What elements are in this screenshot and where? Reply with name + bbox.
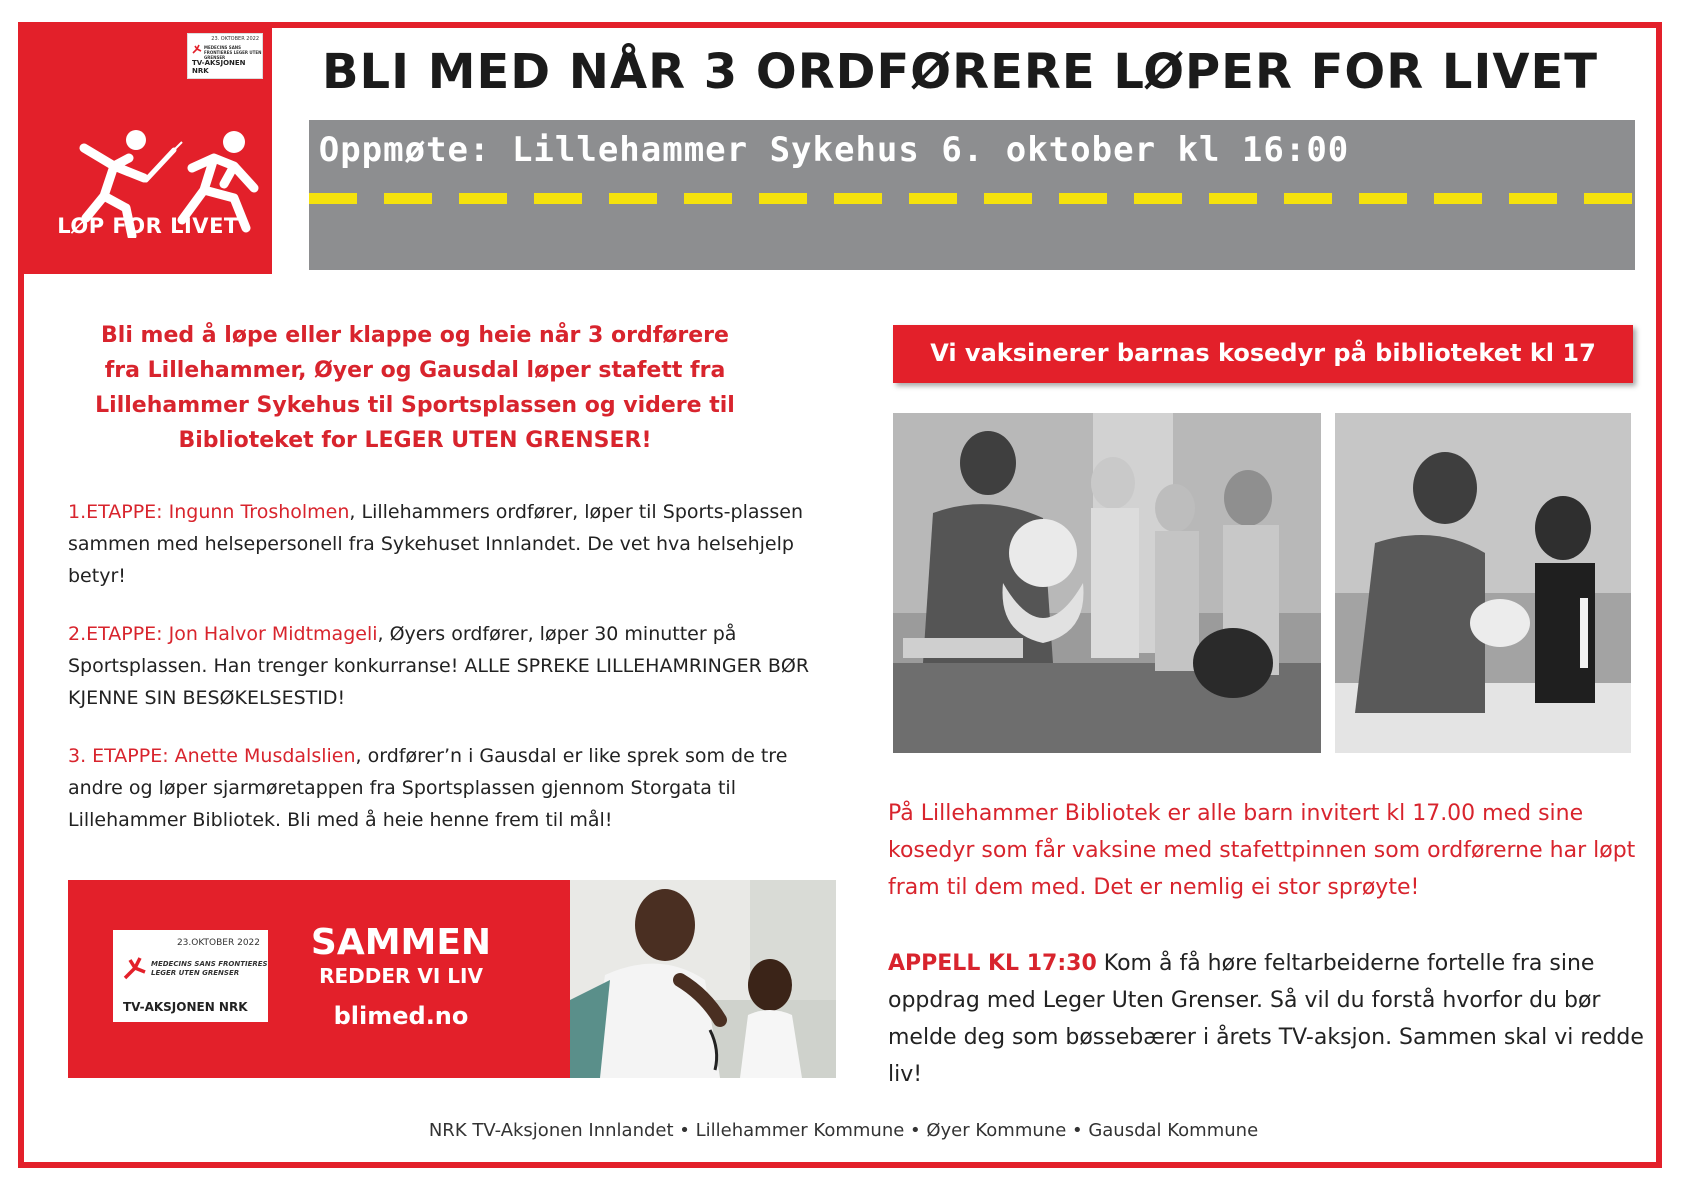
banner-msf-text [151, 960, 268, 978]
road-dash [1359, 193, 1407, 204]
banner-headline: SAMMEN [310, 922, 492, 963]
stage-3 [68, 740, 848, 836]
road-dash [459, 193, 507, 204]
appell-text [888, 945, 1648, 1093]
vaccination-box: Vi vaksinerer barnas kosedyr på biblioteket kl 17 [893, 325, 1633, 383]
road-dash [1134, 193, 1182, 204]
logo-text: LØP FOR LIVET [57, 214, 239, 238]
road-dash [984, 193, 1032, 204]
road-dash [309, 193, 357, 204]
msf-icon [123, 956, 147, 980]
footer-sponsors: NRK TV-Aksjonen Innlandet • Lillehammer Kommune • Øyer Kommune • Gausdal Kommune [428, 1120, 1259, 1141]
library-text: På Lillehammer Bibliotek er alle barn invitert kl 17.00 med sine kosedyr som får vaksine med stafettpinnen som ordførerne har løpt fram til dem med. Det er nemlig ei stor sprøyte! [888, 801, 1636, 900]
stage-1 [68, 496, 848, 592]
stage-2 [68, 618, 848, 714]
road-dash [1434, 193, 1482, 204]
road-dash [384, 193, 432, 204]
road-dash [609, 193, 657, 204]
stage-1-lead: 1.ETAPPE: Ingunn Trosholmen [68, 501, 350, 523]
appell-body: Kom å få høre feltarbeiderne fortelle fra sine oppdrag med Leger Uten Grenser. Så vil du forstå hvorfor du bør melde deg som bøssebærer i årets TV-aksjon. Sammen skal vi redde liv! [888, 951, 1644, 1087]
banner-msf-line1: MEDECINS SANS FRONTIERES [151, 960, 268, 968]
banner-msf-line2: LEGER UTEN GRENSER [151, 969, 240, 977]
road-dash [1209, 193, 1257, 204]
banner-date: 23.OKTOBER 2022 [176, 938, 260, 948]
stage-1-text: , Lillehammers ordfører, løper til Sports-plassen sammen med helsepersonell fra Sykehuset Innlandet. De vet hva helsehjelp betyr! [68, 501, 804, 587]
page-title: BLI MED NÅR 3 ORDFØRERE LØPER FOR LIVET [321, 44, 1599, 100]
road-dash [534, 193, 582, 204]
doctor-child-photo [570, 880, 836, 1078]
meeting-point-text: Oppmøte: Lillehammer Sykehus 6. oktober kl 16:00 [318, 130, 1350, 170]
road-banner [309, 120, 1635, 270]
intro-text: Bli med å løpe eller klappe og heie når 3 ordførere fra Lillehammer, Øyer og Gausdal løper stafett fra Lillehammer Sykehus til Sportsplassen og videre til Biblioteket for LEGER UTEN GRENSER! [95, 323, 735, 453]
banner-url: blimed.no [333, 1002, 469, 1030]
banner-tv-text: TV-AKSJONEN NRK [123, 1000, 248, 1014]
badge-date: 23. OKTOBER 2022 [211, 36, 259, 42]
road-dash [1284, 193, 1332, 204]
stage-2-lead: 2.ETAPPE: Jon Halvor Midtmageli [68, 623, 378, 645]
banner-subline: REDDER VI LIV [319, 964, 483, 988]
tv-aksjonen-badge [187, 33, 263, 79]
sammen-banner [68, 880, 836, 1078]
road-dash [834, 193, 882, 204]
stage-3-lead: 3. ETAPPE: Anette Musdalslien [68, 745, 356, 767]
nurse-children-photo [893, 413, 1321, 753]
badge-msf-text: MEDECINS SANS FRONTIERES LEGER UTEN GRENSER [204, 45, 262, 60]
road-dash [759, 193, 807, 204]
badge-tv-text: TV-AKSJONEN NRK [192, 59, 246, 75]
road-dash [1509, 193, 1557, 204]
road-dash [1584, 193, 1632, 204]
stage-2-text: , Øyers ordfører, løper 30 minutter på Sportsplassen. Han trenger konkurranse! ALLE SPREKE LILLEHAMRINGER BØR KJENNE SIN BESØKELSESTID! [68, 623, 810, 709]
msf-icon [192, 44, 202, 54]
road-dash [684, 193, 732, 204]
stage-3-text: , ordfører’n i Gausdal er like sprek som de tre andre og løper sjarmøretappen fra Sportsplassen gjennom Storgata til Lillehammer Bibliotek. Bli med å heie henne frem til mål! [68, 745, 788, 831]
appell-lead: APPELL KL 17:30 [888, 951, 1097, 976]
road-dash [1059, 193, 1107, 204]
nurse-boy-photo [1335, 413, 1631, 753]
road-dash [909, 193, 957, 204]
banner-tv-aksjonen-badge [113, 930, 268, 1022]
